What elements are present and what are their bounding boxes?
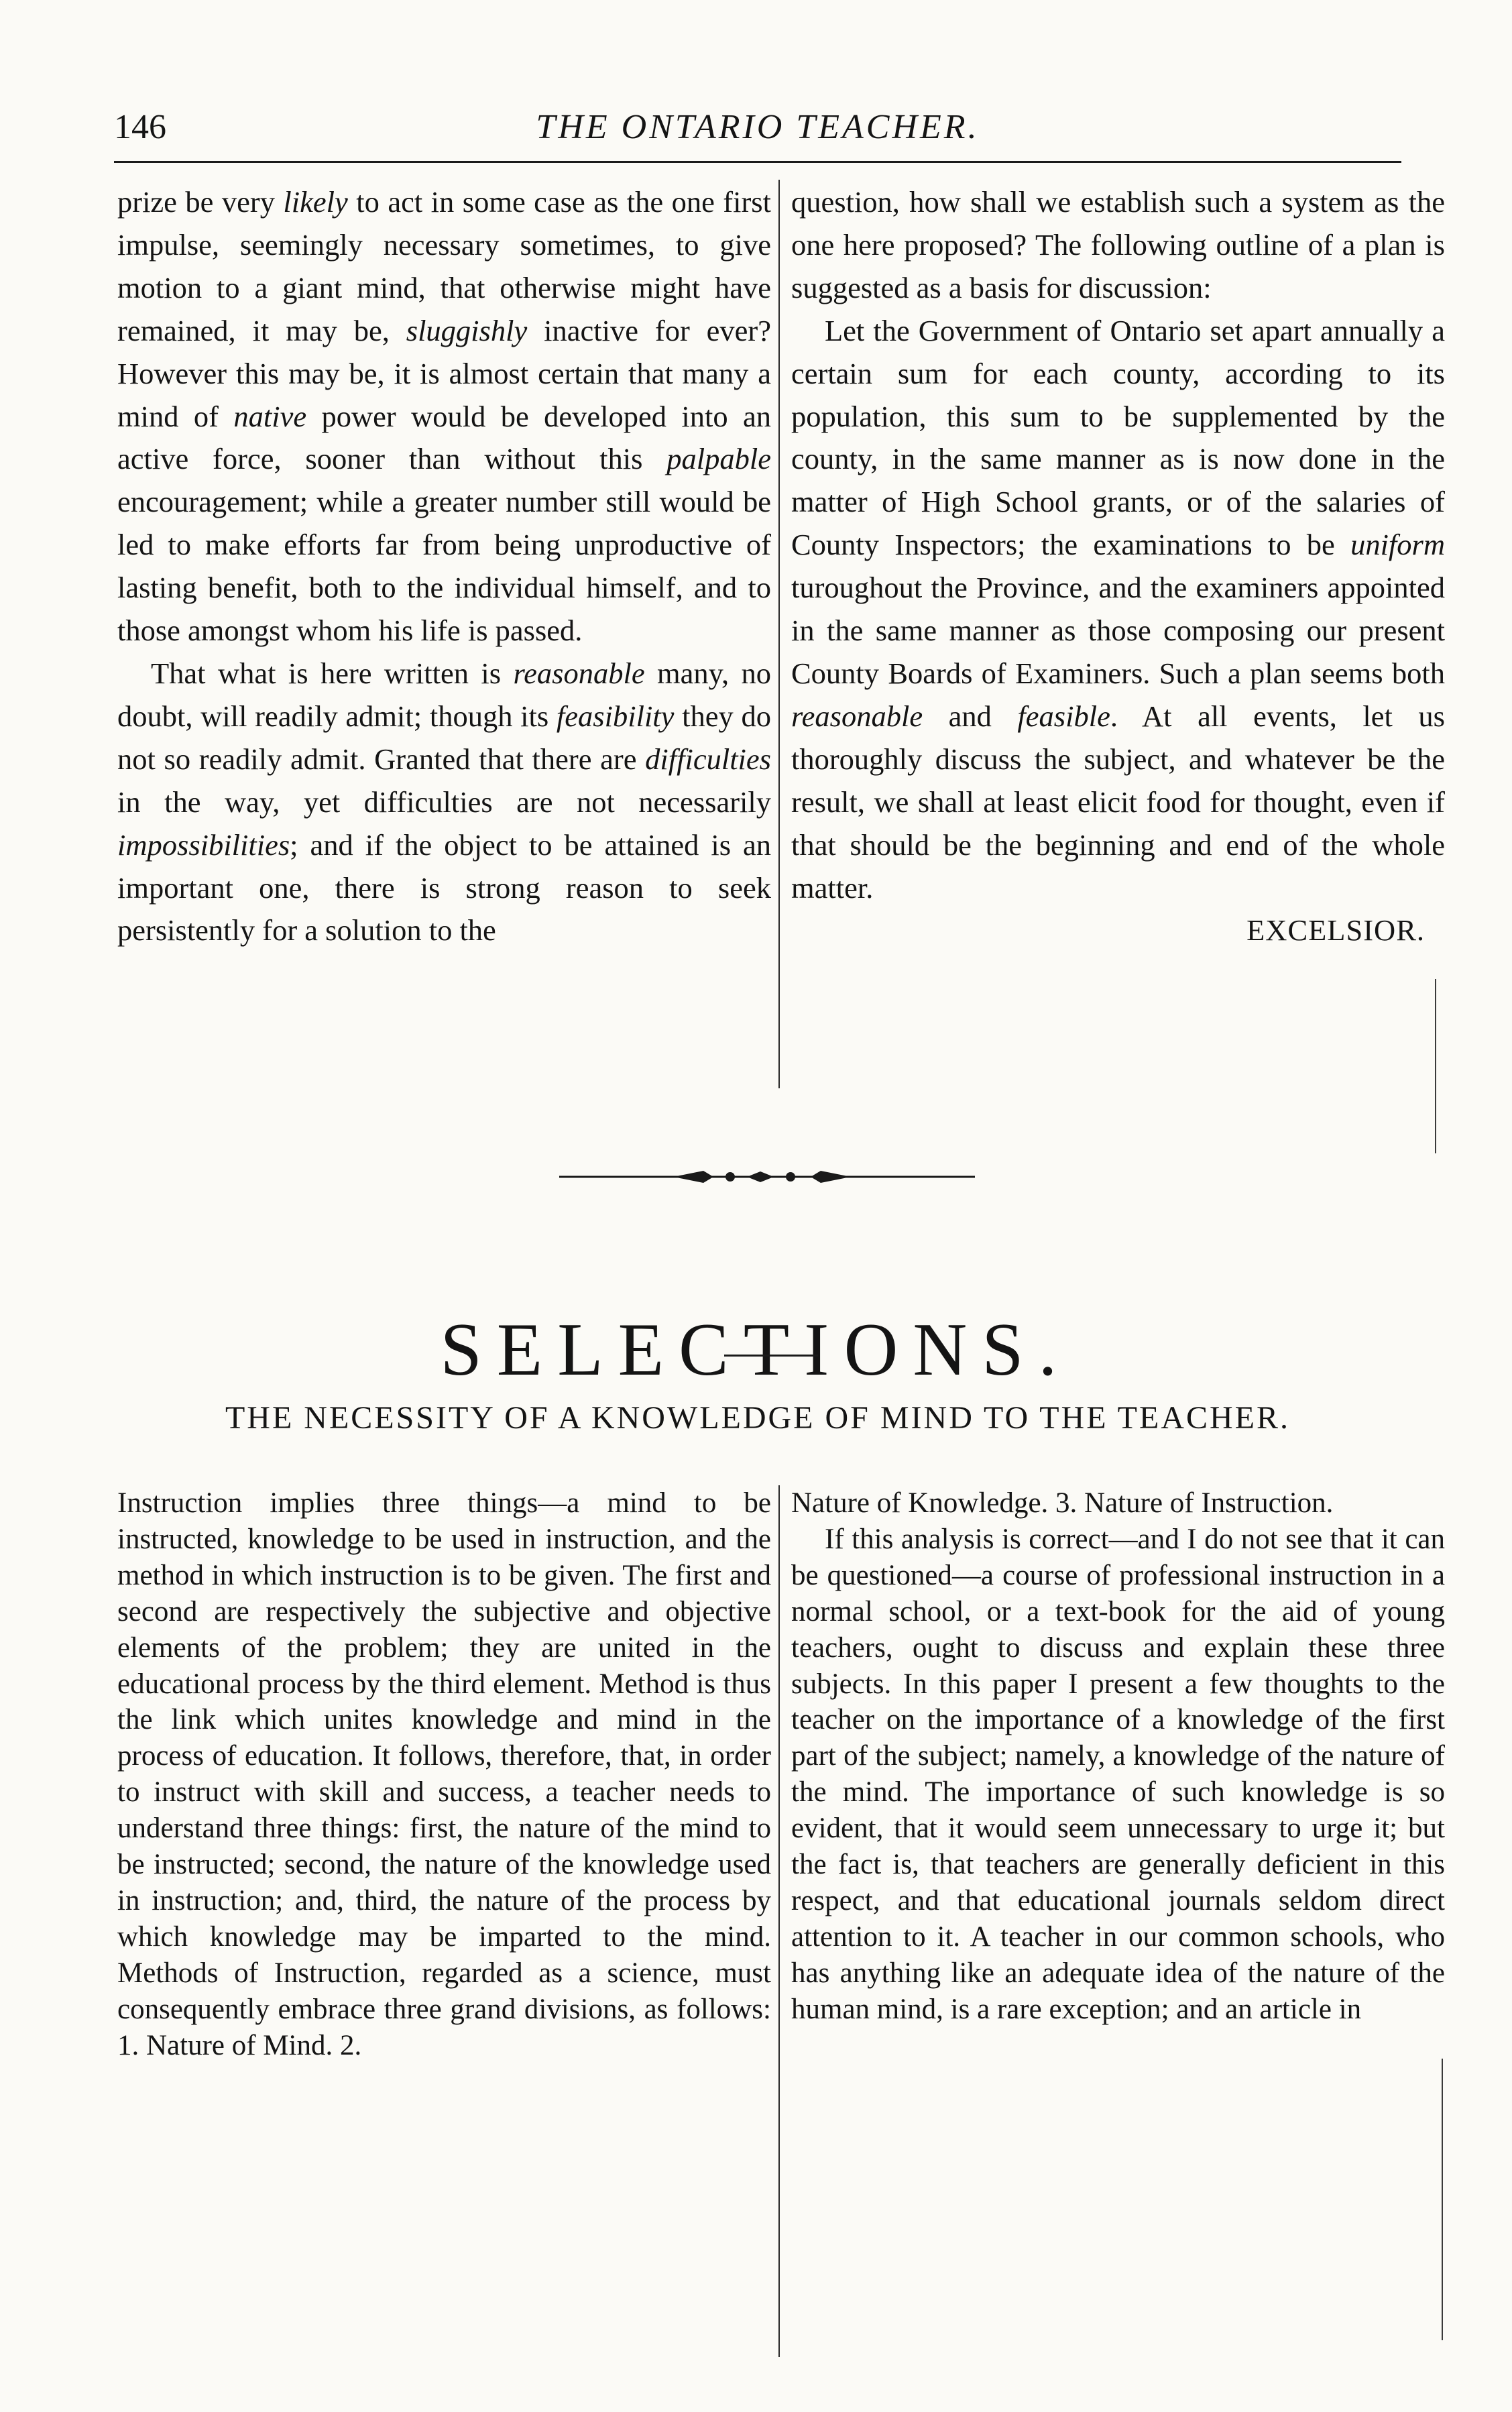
- italic-run: palpable: [666, 442, 771, 476]
- italic-run: native: [233, 399, 307, 433]
- paragraph: That what is here written is reasonable many, no doubt, will readily admit; though its feasibility they do not so readily admit. Granted that there are difficulties in the way, yet difficulties are not necessarily impossibilities; and if the object to be attained is an important one, there is strong reason to seek persistently for a solution to the: [117, 656, 771, 947]
- paragraph: question, how shall we establish such a system as the one here proposed? The following outline of a plan is suggested as a basis for discussion:: [791, 185, 1445, 304]
- article2-right-column: [791, 1485, 1445, 2028]
- margin-mark: [1442, 2059, 1443, 2340]
- paragraph: If this analysis is correct—and I do not see that it can be questioned—a course of professional instruction in a normal school, or a text-book for the aid of young teachers, ought to discuss and explain these three subjects. In this paper I present a few thoughts to the teacher on the importance of a knowledge of the first part of the subject; namely, a knowledge of the nature of the mind. The importance of such knowledge is so evident, that it would seem unnecessary to urge it; but the fact is, that teachers are generally deficient in this respect, and that educational journals seldom direct attention to it. A teacher in our common schools, who has anything like an adequate idea of the nature of the human mind, is a rare exception; and an article in: [791, 1523, 1445, 2025]
- section-rule: [724, 1355, 818, 1357]
- paragraph: prize be very likely to act in some case as the one first impulse, seemingly necessary sometimes, to give motion to a giant mind, that otherwise might have remained, it may be, sluggishly inactive for ever? However this may be, it is almost certain that many a mind of native power would be developed into an active force, sooner than without this palpable encouragement; while a greater number still would be led to make efforts far from being unproductive of lasting benefit, both to the individual himself, and to those amongst whom his life is passed.: [117, 185, 771, 648]
- italic-run: feasibility: [556, 699, 675, 733]
- header-rule: [114, 161, 1401, 163]
- italic-run: reasonable: [513, 656, 645, 690]
- italic-run: impossibilities: [117, 827, 290, 862]
- article1-column-divider: [778, 180, 780, 1088]
- italic-run: reasonable: [791, 699, 923, 733]
- journal-title: THE ONTARIO TEACHER.: [536, 108, 980, 146]
- page-number: 146: [114, 108, 166, 146]
- paragraph: Instruction implies three things—a mind to be instructed, knowledge to be used in instruction, and the method in which instruction is to be given. The first and second are respectively the subjective and objective elements of the problem; they are united in the educational process by the third element. Method is thus the link which unites knowledge and mind in the process of education. It follows, therefore, that, in order to instruct with skill and success, a teacher needs to understand three things: first, the nature of the mind to be instructed; second, the nature of the knowledge used in instruction; and, third, the nature of the process by which knowledge may be imparted to the mind. Methods of Instruction, regarded as a science, must consequently embrace three grand divisions, as follows: 1. Nature of Mind. 2.: [117, 1487, 771, 2061]
- margin-mark: [1435, 979, 1436, 1153]
- ornament-divider-icon: [559, 1163, 975, 1190]
- running-head: [114, 101, 1401, 154]
- article2-column-divider: [778, 1485, 780, 2357]
- italic-run: uniform: [1350, 528, 1445, 562]
- article1-left-column: [117, 181, 771, 952]
- italic-run: difficulties: [645, 742, 771, 776]
- paragraph: Nature of Knowledge. 3. Nature of Instruction.: [791, 1487, 1334, 1519]
- italic-run: sluggishly: [406, 313, 528, 347]
- article1-signature: EXCELSIOR.: [1246, 913, 1425, 947]
- paragraph: Let the Government of Ontario set apart annually a certain sum for each county, according to its population, this sum to be supplemented by the county, in the same manner as is now done in the matter of High School grants, or of the salaries of County Inspectors; the examinations to be uniform turoughout the Province, and the examiners appointed in the same manner as those composing our present County Boards of Examiners. Such a plan seems both reasonable and feasible. At all events, let us thoroughly discuss the subject, and whatever be the result, we shall at least elicit food for thought, even if that should be the beginning and end of the whole matter.: [791, 313, 1445, 905]
- article1-right-text: [791, 181, 1445, 909]
- section-title: SELECTIONS.: [440, 1308, 1072, 1391]
- italic-run: likely: [283, 185, 348, 219]
- article2-title: THE NECESSITY OF A KNOWLEDGE OF MIND TO THE TEACHER.: [225, 1400, 1290, 1436]
- italic-run: feasible: [1017, 699, 1110, 733]
- article1-right-column: [791, 181, 1445, 952]
- article2-left-column: [117, 1485, 771, 2064]
